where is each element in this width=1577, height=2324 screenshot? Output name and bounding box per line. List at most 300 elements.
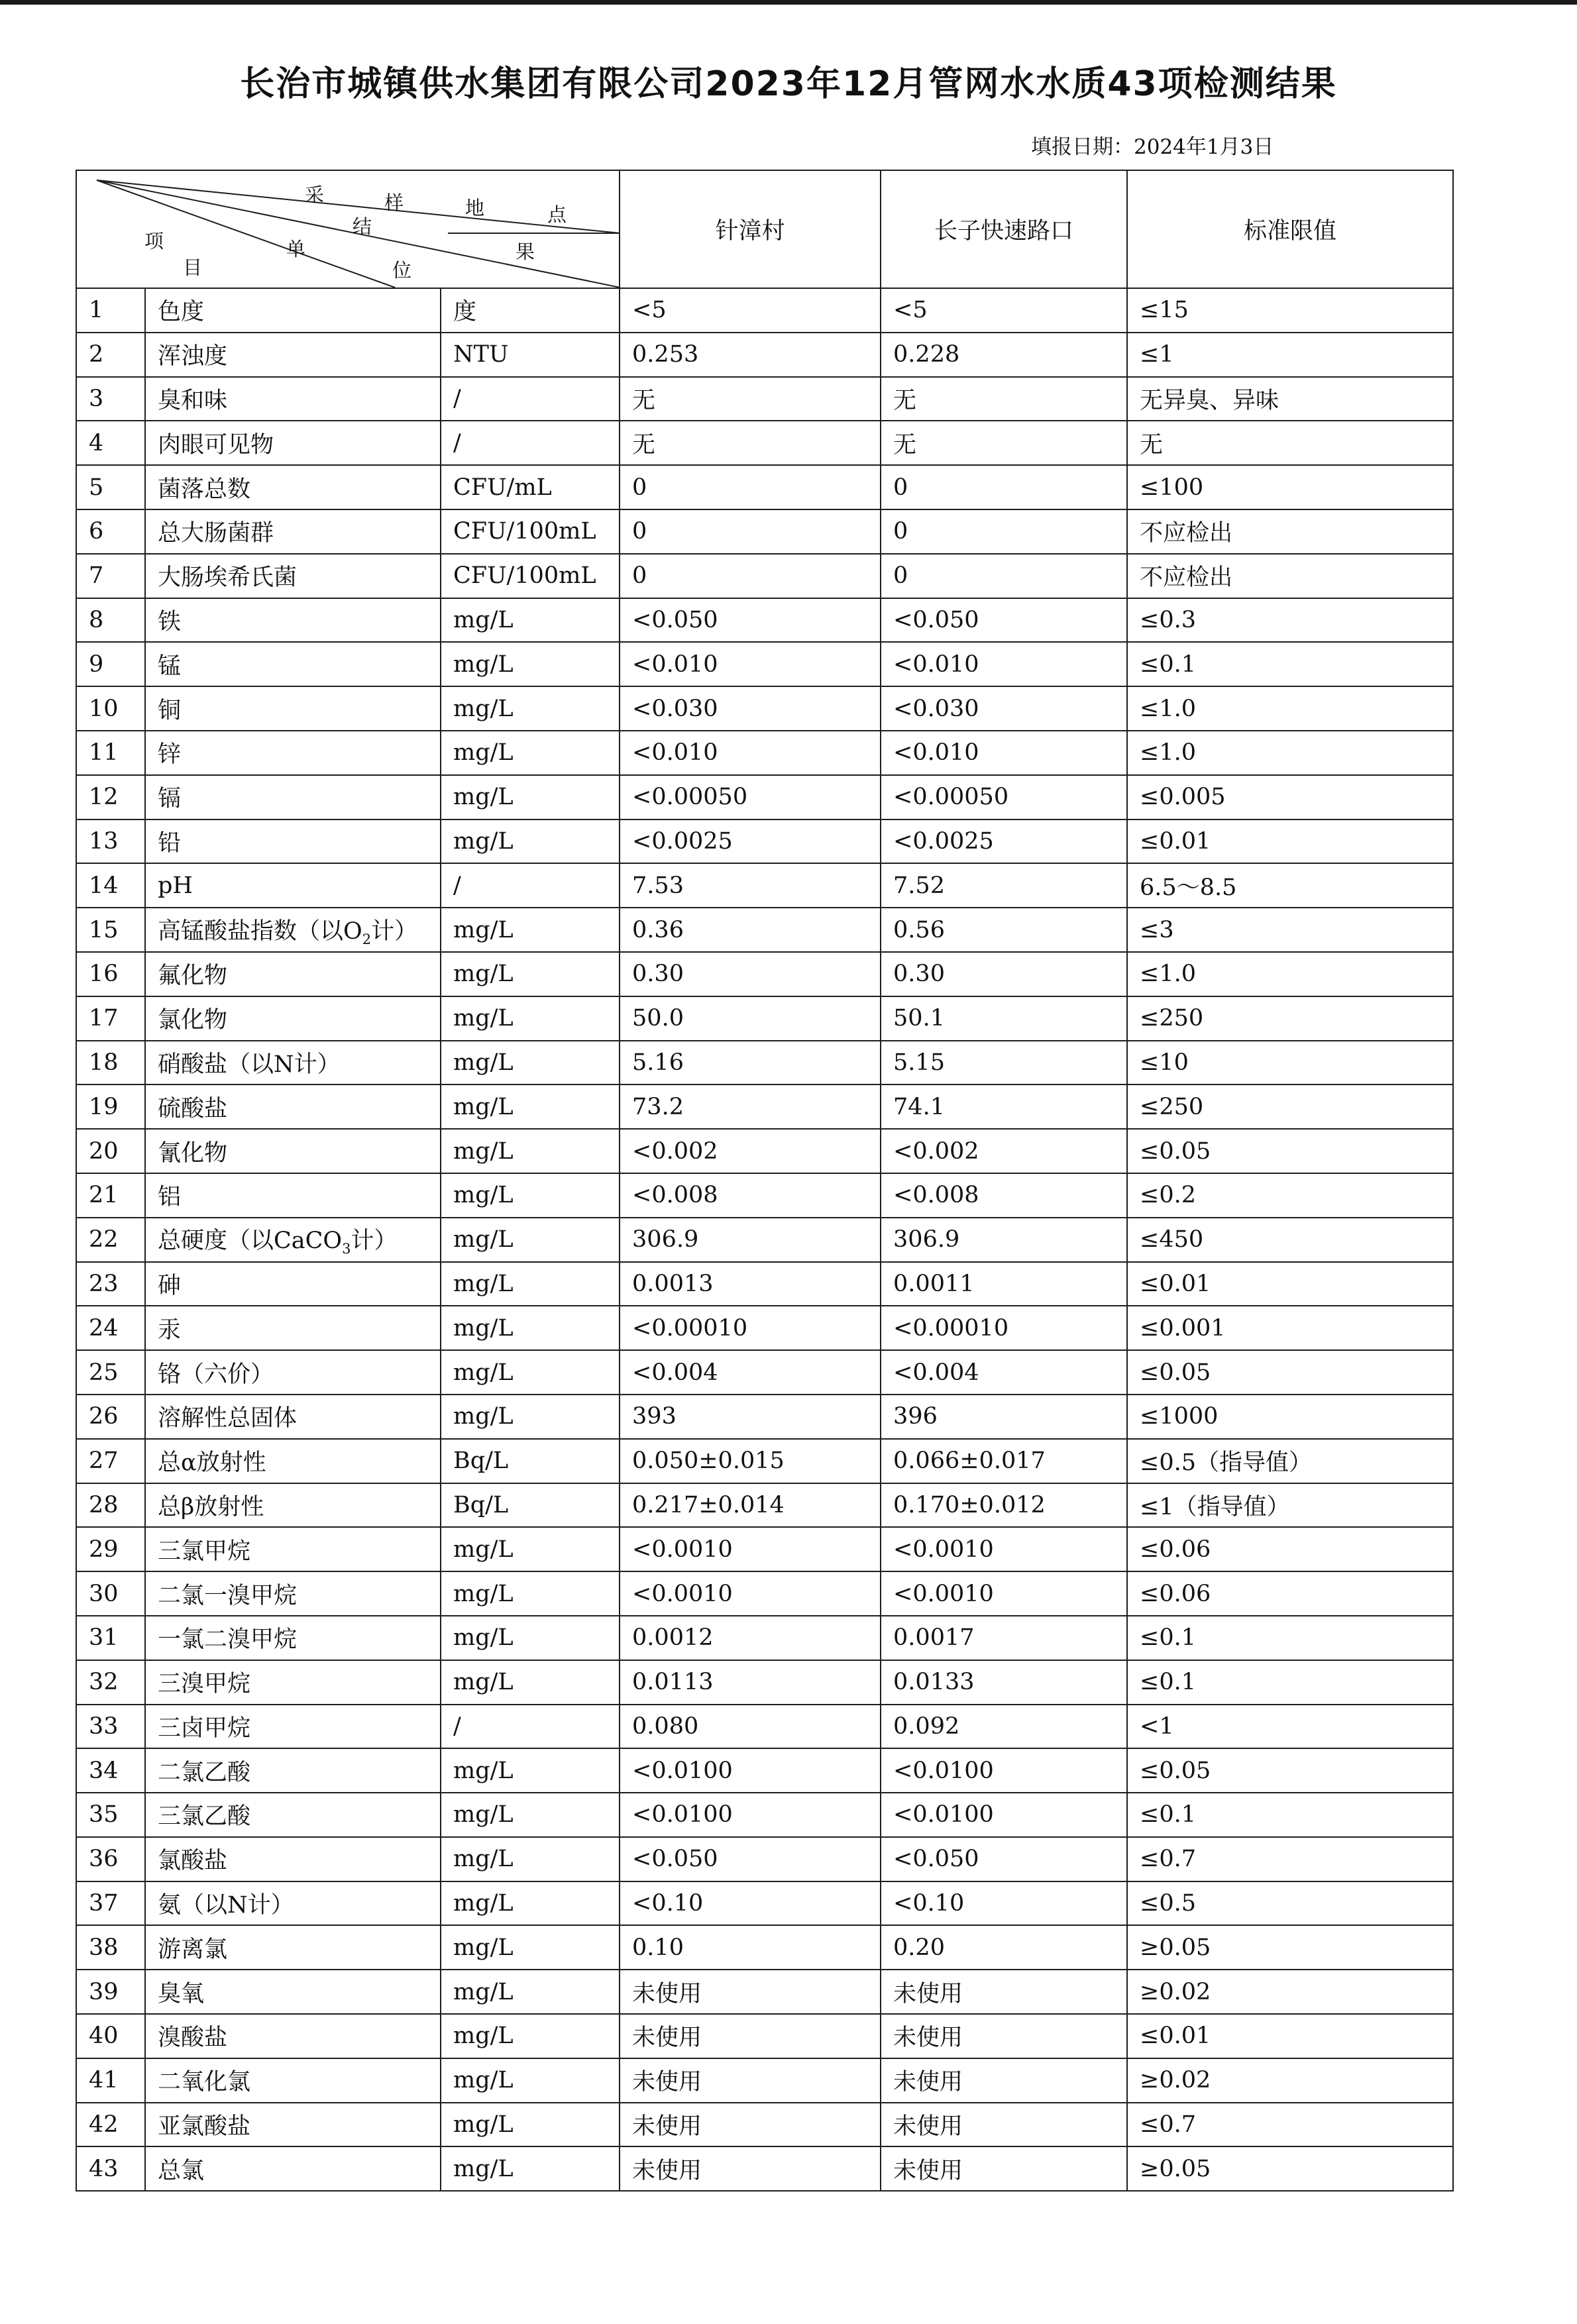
unit: mg/L	[441, 1881, 620, 1926]
standard-limit: ≤1	[1127, 333, 1453, 377]
site1-result: 0.253	[620, 333, 881, 377]
row-number: 38	[76, 1925, 145, 1970]
standard-limit: ≤250	[1127, 1084, 1453, 1129]
diag-char: 单	[286, 238, 306, 260]
site2-result: <0.050	[881, 1837, 1127, 1881]
item-name: 菌落总数	[145, 465, 441, 509]
standard-limit: 无	[1127, 421, 1453, 465]
standard-limit: ≤0.1	[1127, 1660, 1453, 1705]
standard-limit: 不应检出	[1127, 509, 1453, 554]
site2-result: 0.066±0.017	[881, 1439, 1127, 1483]
standard-limit: ≤0.05	[1127, 1350, 1453, 1395]
site2-result: 未使用	[881, 2103, 1127, 2147]
item-name: 三卤甲烷	[145, 1705, 441, 1749]
standard-limit: ≤0.06	[1127, 1571, 1453, 1616]
row-number: 6	[76, 509, 145, 554]
row-number: 21	[76, 1173, 145, 1218]
quality-table	[76, 170, 1454, 2192]
table-row	[76, 2103, 1453, 2147]
table-row	[76, 377, 1453, 421]
row-number: 7	[76, 554, 145, 598]
row-number: 32	[76, 1660, 145, 1705]
standard-limit: 无异臭、异味	[1127, 377, 1453, 421]
site1-result: 0.36	[620, 908, 881, 952]
item-name-tail: 计）	[351, 1228, 398, 1255]
standard-limit: ≤0.5	[1127, 1881, 1453, 1926]
site1-result: <0.050	[620, 1837, 881, 1881]
diag-char: 样	[384, 191, 404, 214]
unit: mg/L	[441, 2103, 620, 2147]
row-number: 25	[76, 1350, 145, 1395]
unit: /	[441, 421, 620, 465]
item-name: 总大肠菌群	[145, 509, 441, 554]
unit: mg/L	[441, 1350, 620, 1395]
site1-result: <0.0010	[620, 1527, 881, 1571]
site2-result: <5	[881, 288, 1127, 333]
item-name: 镉	[145, 775, 441, 819]
row-number: 39	[76, 1970, 145, 2014]
site1-result: <0.030	[620, 686, 881, 731]
item-name: 铅	[145, 819, 441, 864]
unit: mg/L	[441, 2058, 620, 2103]
standard-limit: ≤1（指导值）	[1127, 1483, 1453, 1528]
site2-result: 0.56	[881, 908, 1127, 952]
diag-char: 项	[144, 230, 164, 252]
item-name: 铬（六价）	[145, 1350, 441, 1395]
site2-result: <0.0010	[881, 1527, 1127, 1571]
site2-result: <0.10	[881, 1881, 1127, 1926]
site2-result: 无	[881, 377, 1127, 421]
row-number: 43	[76, 2146, 145, 2191]
diag-char: 位	[392, 259, 412, 282]
table-row	[76, 952, 1453, 996]
standard-limit: <1	[1127, 1705, 1453, 1749]
standard-limit: ≥0.05	[1127, 2146, 1453, 2191]
unit: mg/L	[441, 1748, 620, 1793]
row-number: 35	[76, 1793, 145, 1837]
table-header-row	[76, 170, 1453, 288]
unit: mg/L	[441, 1173, 620, 1218]
item-name: 肉眼可见物	[145, 421, 441, 465]
site1-result: 306.9	[620, 1218, 881, 1262]
unit: mg/L	[441, 1527, 620, 1571]
table-row	[76, 996, 1453, 1041]
site1-result: <0.00010	[620, 1306, 881, 1350]
row-number: 27	[76, 1439, 145, 1483]
item-name: 硫酸盐	[145, 1084, 441, 1129]
unit: CFU/100mL	[441, 554, 620, 598]
diag-char: 地	[465, 197, 485, 219]
table-row	[76, 863, 1453, 908]
unit: mg/L	[441, 1262, 620, 1306]
row-number: 34	[76, 1748, 145, 1793]
row-number: 17	[76, 996, 145, 1041]
table-row	[76, 2058, 1453, 2103]
site1-result: 393	[620, 1395, 881, 1439]
unit: mg/L	[441, 952, 620, 996]
item-name: 亚氯酸盐	[145, 2103, 441, 2147]
diag-char: 目	[183, 256, 203, 279]
item-name: 一氯二溴甲烷	[145, 1616, 441, 1660]
item-name: 总α放射性	[145, 1439, 441, 1483]
item-name: 氰化物	[145, 1129, 441, 1173]
unit: mg/L	[441, 775, 620, 819]
site1-result: 无	[620, 377, 881, 421]
site2-result: 0.20	[881, 1925, 1127, 1970]
row-number: 14	[76, 863, 145, 908]
site2-result: 0	[881, 554, 1127, 598]
site2-result: <0.030	[881, 686, 1127, 731]
item-name: 氟化物	[145, 952, 441, 996]
site2-result: 0.228	[881, 333, 1127, 377]
row-number: 12	[76, 775, 145, 819]
table-row	[76, 2014, 1453, 2058]
table-row	[76, 1218, 1453, 1262]
site1-result: <0.010	[620, 731, 881, 775]
unit: mg/L	[441, 1218, 620, 1262]
standard-limit: ≤15	[1127, 288, 1453, 333]
site2-result: 5.15	[881, 1041, 1127, 1085]
row-number: 23	[76, 1262, 145, 1306]
standard-limit: ≤0.5（指导值）	[1127, 1439, 1453, 1483]
unit: mg/L	[441, 1306, 620, 1350]
table-row	[76, 465, 1453, 509]
site1-result: 未使用	[620, 1970, 881, 2014]
site2-result: 未使用	[881, 2014, 1127, 2058]
table-row	[76, 1881, 1453, 1926]
standard-limit: ≤0.005	[1127, 775, 1453, 819]
site1-result: <5	[620, 288, 881, 333]
site2-result: <0.00010	[881, 1306, 1127, 1350]
standard-limit: ≤10	[1127, 1041, 1453, 1085]
unit: /	[441, 863, 620, 908]
row-number: 26	[76, 1395, 145, 1439]
site1-header: 针漳村	[620, 170, 881, 288]
diag-char: 点	[547, 203, 567, 226]
standard-limit: ≥0.02	[1127, 2058, 1453, 2103]
table-row	[76, 1306, 1453, 1350]
item-name: 大肠埃希氏菌	[145, 554, 441, 598]
table-row	[76, 908, 1453, 952]
unit: mg/L	[441, 2014, 620, 2058]
unit: mg/L	[441, 996, 620, 1041]
row-number: 8	[76, 598, 145, 643]
row-number: 40	[76, 2014, 145, 2058]
site1-result: <0.050	[620, 598, 881, 643]
row-number: 20	[76, 1129, 145, 1173]
table-row	[76, 731, 1453, 775]
item-name: 臭氧	[145, 1970, 441, 2014]
item-name: 溴酸盐	[145, 2014, 441, 2058]
site1-result: 未使用	[620, 2058, 881, 2103]
site1-result: <0.00050	[620, 775, 881, 819]
table-row	[76, 1173, 1453, 1218]
row-number: 10	[76, 686, 145, 731]
site1-result: <0.10	[620, 1881, 881, 1926]
site2-result: 74.1	[881, 1084, 1127, 1129]
site2-result: 7.52	[881, 863, 1127, 908]
row-number: 42	[76, 2103, 145, 2147]
standard-limit: ≤0.06	[1127, 1527, 1453, 1571]
site2-result: <0.0100	[881, 1748, 1127, 1793]
item-name: 臭和味	[145, 377, 441, 421]
table-row	[76, 554, 1453, 598]
standard-limit: ≤0.3	[1127, 598, 1453, 643]
standard-limit: ≤0.05	[1127, 1129, 1453, 1173]
row-number: 18	[76, 1041, 145, 1085]
item-name: 三氯乙酸	[145, 1793, 441, 1837]
row-number: 37	[76, 1881, 145, 1926]
row-number: 41	[76, 2058, 145, 2103]
standard-limit: 不应检出	[1127, 554, 1453, 598]
site2-result: 0	[881, 465, 1127, 509]
item-name: 氯酸盐	[145, 1837, 441, 1881]
table-row	[76, 1705, 1453, 1749]
row-number: 5	[76, 465, 145, 509]
standard-limit: ≤0.1	[1127, 1616, 1453, 1660]
site1-result: 0	[620, 465, 881, 509]
row-number: 31	[76, 1616, 145, 1660]
unit: mg/L	[441, 1571, 620, 1616]
item-subscript: 3	[342, 1241, 351, 1257]
table-row	[76, 1925, 1453, 1970]
site1-result: 未使用	[620, 2014, 881, 2058]
row-number: 19	[76, 1084, 145, 1129]
table-row	[76, 1793, 1453, 1837]
site1-result: 0.217±0.014	[620, 1483, 881, 1528]
row-number: 2	[76, 333, 145, 377]
site2-result: 0.0133	[881, 1660, 1127, 1705]
row-number: 11	[76, 731, 145, 775]
unit: mg/L	[441, 1616, 620, 1660]
site2-result: 未使用	[881, 1970, 1127, 2014]
unit: Bq/L	[441, 1483, 620, 1528]
item-name: 锰	[145, 642, 441, 686]
standard-limit: ≤1.0	[1127, 686, 1453, 731]
table-row	[76, 775, 1453, 819]
site2-result: 50.1	[881, 996, 1127, 1041]
unit: CFU/mL	[441, 465, 620, 509]
item-name: 氨（以N计）	[145, 1881, 441, 1926]
item-name	[145, 1218, 441, 1262]
row-number: 3	[76, 377, 145, 421]
unit: mg/L	[441, 598, 620, 643]
unit: /	[441, 377, 620, 421]
site2-result: <0.0025	[881, 819, 1127, 864]
site1-result: 无	[620, 421, 881, 465]
unit: mg/L	[441, 1837, 620, 1881]
site1-result: <0.0100	[620, 1748, 881, 1793]
site2-result: <0.002	[881, 1129, 1127, 1173]
unit: mg/L	[441, 1970, 620, 2014]
site1-result: <0.0010	[620, 1571, 881, 1616]
page-title: 长治市城镇供水集团有限公司2023年12月管网水水质43项检测结果	[240, 64, 1337, 104]
table-row	[76, 1616, 1453, 1660]
item-name: 铁	[145, 598, 441, 643]
row-number: 9	[76, 642, 145, 686]
standard-limit: ≤0.01	[1127, 819, 1453, 864]
site2-result: 0.30	[881, 952, 1127, 996]
unit: mg/L	[441, 1925, 620, 1970]
site2-result: <0.004	[881, 1350, 1127, 1395]
row-number: 22	[76, 1218, 145, 1262]
table-body	[76, 288, 1453, 2191]
unit: mg/L	[441, 908, 620, 952]
table-row	[76, 1041, 1453, 1085]
standard-limit: ≤1000	[1127, 1395, 1453, 1439]
site2-result: <0.00050	[881, 775, 1127, 819]
standard-limit: ≤0.001	[1127, 1306, 1453, 1350]
table-row	[76, 1483, 1453, 1528]
site2-result: <0.0100	[881, 1793, 1127, 1837]
standard-limit: ≤250	[1127, 996, 1453, 1041]
item-name: 游离氯	[145, 1925, 441, 1970]
unit: /	[441, 1705, 620, 1749]
item-name: 铝	[145, 1173, 441, 1218]
item-name: 二氯乙酸	[145, 1748, 441, 1793]
item-name: 砷	[145, 1262, 441, 1306]
site1-result: 50.0	[620, 996, 881, 1041]
site1-result: 未使用	[620, 2146, 881, 2191]
standard-limit: ≤0.01	[1127, 1262, 1453, 1306]
site1-result: 0.080	[620, 1705, 881, 1749]
table-row	[76, 1571, 1453, 1616]
diag-char: 采	[305, 184, 325, 206]
table-row	[76, 1262, 1453, 1306]
site2-result: 0	[881, 509, 1127, 554]
table-row	[76, 509, 1453, 554]
standard-limit: ≤0.05	[1127, 1748, 1453, 1793]
row-number: 29	[76, 1527, 145, 1571]
top-border	[0, 0, 1577, 5]
item-name: 二氧化氯	[145, 2058, 441, 2103]
row-number: 15	[76, 908, 145, 952]
unit: mg/L	[441, 642, 620, 686]
site2-result: 396	[881, 1395, 1127, 1439]
unit: mg/L	[441, 686, 620, 731]
table-row	[76, 1439, 1453, 1483]
row-number: 4	[76, 421, 145, 465]
diag-char: 结	[353, 215, 372, 238]
table-row	[76, 1084, 1453, 1129]
site2-result: 306.9	[881, 1218, 1127, 1262]
item-name-tail: 计）	[371, 918, 418, 945]
site2-header: 长子快速路口	[881, 170, 1127, 288]
unit: mg/L	[441, 1084, 620, 1129]
site1-result: <0.004	[620, 1350, 881, 1395]
item-name: 铜	[145, 686, 441, 731]
row-number: 13	[76, 819, 145, 864]
table-row	[76, 1837, 1453, 1881]
diagonal-header-cell	[76, 170, 620, 288]
item-subscript: 2	[362, 931, 372, 947]
row-number: 16	[76, 952, 145, 996]
unit: NTU	[441, 333, 620, 377]
standard-limit: ≤1.0	[1127, 952, 1453, 996]
site1-result: 0.0013	[620, 1262, 881, 1306]
standard-limit: ≤0.7	[1127, 2103, 1453, 2147]
unit: mg/L	[441, 1793, 620, 1837]
table-row	[76, 288, 1453, 333]
item-name: 三溴甲烷	[145, 1660, 441, 1705]
site2-result: 未使用	[881, 2146, 1127, 2191]
site1-result: <0.010	[620, 642, 881, 686]
row-number: 28	[76, 1483, 145, 1528]
unit: mg/L	[441, 1129, 620, 1173]
table-row	[76, 1748, 1453, 1793]
standard-limit: ≥0.05	[1127, 1925, 1453, 1970]
standard-limit: ≤450	[1127, 1218, 1453, 1262]
item-name-main: 高锰酸盐指数（以O	[158, 918, 362, 945]
site2-result: 0.092	[881, 1705, 1127, 1749]
diag-char: 果	[516, 240, 535, 263]
standard-limit: 6.5～8.5	[1127, 863, 1453, 908]
site1-result: 0	[620, 509, 881, 554]
limit-header: 标准限值	[1127, 170, 1453, 288]
item-name	[145, 908, 441, 952]
table-row	[76, 1395, 1453, 1439]
site1-result: 73.2	[620, 1084, 881, 1129]
table-row	[76, 2146, 1453, 2191]
site2-result: <0.0010	[881, 1571, 1127, 1616]
unit: CFU/100mL	[441, 509, 620, 554]
unit: 度	[441, 288, 620, 333]
item-name: pH	[145, 863, 441, 908]
item-name: 三氯甲烷	[145, 1527, 441, 1571]
site1-result: 0.30	[620, 952, 881, 996]
item-name: 汞	[145, 1306, 441, 1350]
item-name: 总β放射性	[145, 1483, 441, 1528]
table-row	[76, 1350, 1453, 1395]
site2-result: 未使用	[881, 2058, 1127, 2103]
item-name: 色度	[145, 288, 441, 333]
item-name: 浑浊度	[145, 333, 441, 377]
standard-limit: ≥0.02	[1127, 1970, 1453, 2014]
row-number: 1	[76, 288, 145, 333]
row-number: 36	[76, 1837, 145, 1881]
table-row	[76, 642, 1453, 686]
table-row	[76, 686, 1453, 731]
standard-limit: ≤100	[1127, 465, 1453, 509]
row-number: 24	[76, 1306, 145, 1350]
site1-result: 5.16	[620, 1041, 881, 1085]
table-row	[76, 1129, 1453, 1173]
standard-limit: ≤0.7	[1127, 1837, 1453, 1881]
unit: mg/L	[441, 1660, 620, 1705]
standard-limit: ≤3	[1127, 908, 1453, 952]
standard-limit: ≤0.1	[1127, 642, 1453, 686]
item-name: 锌	[145, 731, 441, 775]
site2-result: 0.0017	[881, 1616, 1127, 1660]
standard-limit: ≤1.0	[1127, 731, 1453, 775]
item-name: 总氯	[145, 2146, 441, 2191]
standard-limit: ≤0.1	[1127, 1793, 1453, 1837]
site2-result: 0.0011	[881, 1262, 1127, 1306]
standard-limit: ≤0.01	[1127, 2014, 1453, 2058]
standard-limit: ≤0.2	[1127, 1173, 1453, 1218]
table-row	[76, 333, 1453, 377]
site2-result: <0.050	[881, 598, 1127, 643]
unit: mg/L	[441, 731, 620, 775]
site2-result: <0.010	[881, 642, 1127, 686]
unit: mg/L	[441, 819, 620, 864]
site1-result: <0.002	[620, 1129, 881, 1173]
item-name: 二氯一溴甲烷	[145, 1571, 441, 1616]
site2-result: <0.008	[881, 1173, 1127, 1218]
item-name: 硝酸盐（以N计）	[145, 1041, 441, 1085]
site2-result: <0.010	[881, 731, 1127, 775]
fill-date: 填报日期：2024年1月3日	[1031, 135, 1274, 159]
